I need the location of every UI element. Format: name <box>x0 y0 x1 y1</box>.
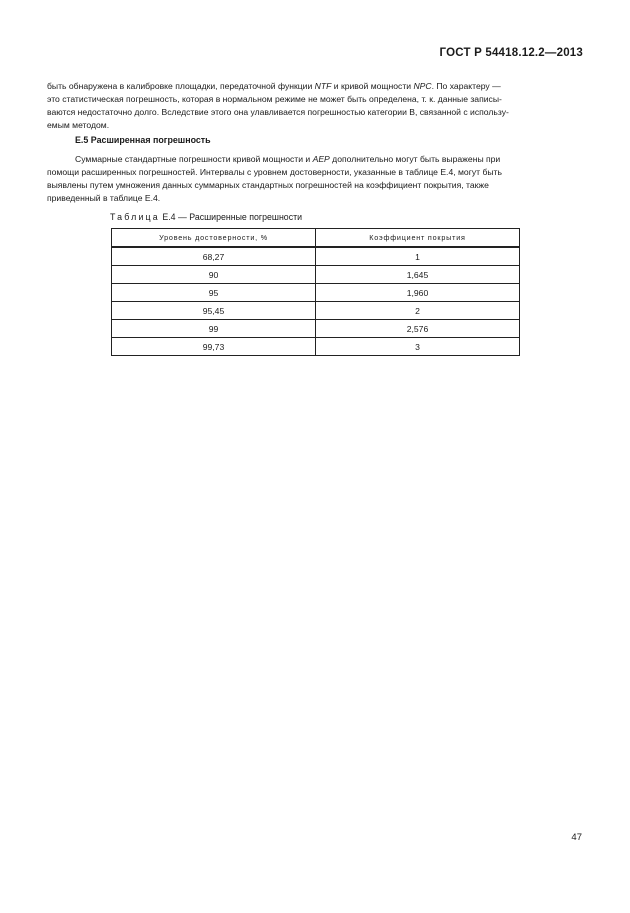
table-caption <box>110 212 302 222</box>
paragraph-1-line-4: емым методом. <box>47 120 110 130</box>
aep-term: АЕР <box>312 154 330 164</box>
paragraph-2-line-3: выявлены путем умножения данных суммарных стандартных погрешностей на коэффициент покрытия, также <box>47 180 489 190</box>
paragraph-1 <box>47 80 584 132</box>
column-header-coverage-factor: Коэффициент покрытия <box>316 229 520 248</box>
table-row <box>112 284 520 302</box>
coverage-factor-cell: 1,960 <box>316 284 520 302</box>
paragraph-2 <box>47 153 584 205</box>
paragraph-1-line-3: ваются недостаточно долго. Вследствие этого она улавливается погрешностью категории В, связанной с использу- <box>47 107 509 117</box>
section-title: Е.5 Расширенная погрешность <box>75 135 211 145</box>
coverage-factor-cell: 2 <box>316 302 520 320</box>
page-number: 47 <box>571 832 582 843</box>
ntf-term: NTF <box>314 81 332 91</box>
document-standard-header: ГОСТ Р 54418.12.2—2013 <box>439 47 583 59</box>
table-row <box>112 320 520 338</box>
text-span: . По характеру — <box>431 81 501 91</box>
column-header-confidence-level: Уровень достоверности, % <box>112 229 316 248</box>
paragraph-1-line-2: это статистическая погрешность, которая в нормальном режиме не может быть определена, т. к. данные записы- <box>47 94 502 104</box>
table-header-row <box>112 229 520 248</box>
table-row <box>112 338 520 356</box>
confidence-level-cell: 68,27 <box>112 247 316 266</box>
text-span: Суммарные стандартные погрешности кривой мощности и <box>75 154 313 164</box>
table-row <box>112 266 520 284</box>
coverage-factor-cell: 3 <box>316 338 520 356</box>
paragraph-2-line-1 <box>47 153 584 166</box>
coverage-factor-cell: 1,645 <box>316 266 520 284</box>
table-caption-title: Е.4 — Расширенные погрешности <box>159 212 303 222</box>
paragraph-2-line-2: помощи расширенных погрешностей. Интервалы с уровнем достоверности, указанные в таблице Е.4, могут быть <box>47 167 502 177</box>
paragraph-2-line-4: приведенный в таблице Е.4. <box>47 193 161 203</box>
table-caption-label: Таблица <box>110 212 160 222</box>
expanded-uncertainty-table <box>111 228 520 356</box>
confidence-level-cell: 90 <box>112 266 316 284</box>
npc-term: NPC <box>413 81 432 91</box>
table-row <box>112 302 520 320</box>
text-span: и кривой мощности <box>331 81 414 91</box>
paragraph-1-line-1 <box>47 80 584 93</box>
confidence-level-cell: 99,73 <box>112 338 316 356</box>
coverage-factor-cell: 2,576 <box>316 320 520 338</box>
coverage-factor-cell: 1 <box>316 247 520 266</box>
text-span: быть обнаружена в калибровке площадки, передаточной функции <box>47 81 315 91</box>
table-row <box>112 247 520 266</box>
confidence-level-cell: 95 <box>112 284 316 302</box>
confidence-level-cell: 95,45 <box>112 302 316 320</box>
confidence-level-cell: 99 <box>112 320 316 338</box>
text-span: дополнительно могут быть выражены при <box>329 154 501 164</box>
